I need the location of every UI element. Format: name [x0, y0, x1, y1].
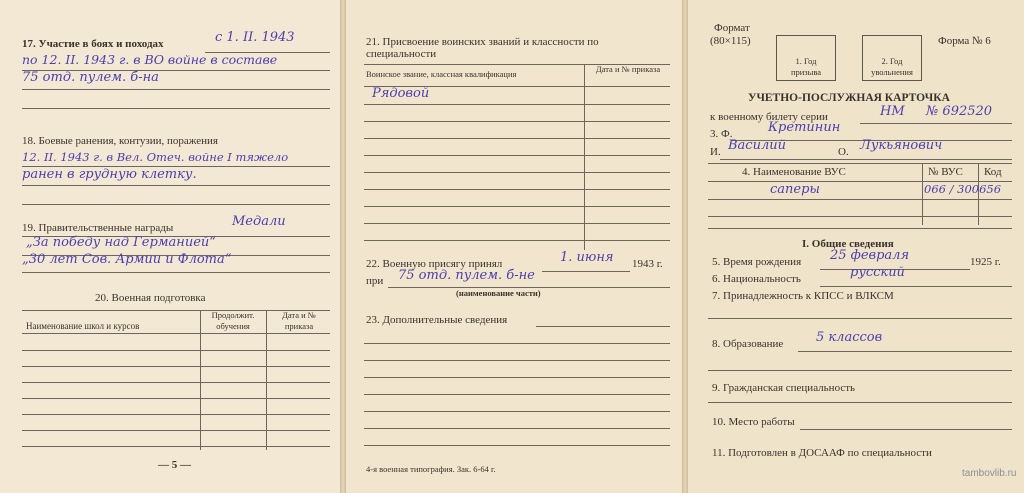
workplace-label: 10. Место работы — [712, 416, 795, 428]
civil-specialty-label: 9. Гражданская специальность — [712, 382, 856, 394]
section-19-handwriting: „За победу над Германией“ — [26, 235, 216, 250]
table-rule — [364, 240, 670, 241]
name-handwriting: Василий — [728, 138, 786, 153]
section-18-handwriting: 12. II. 1943 г. в Вел. Отеч. войне I тяжело — [22, 150, 289, 164]
rule — [708, 402, 1012, 403]
table-rule — [22, 366, 330, 367]
rule — [22, 89, 330, 90]
form-number: Форма № 6 — [938, 35, 991, 47]
box-label: 2. Год — [881, 56, 903, 66]
table-header: Дата и № приказа — [595, 64, 661, 74]
section-19-label: 19. Правительственные награды — [22, 222, 174, 234]
table-rule — [22, 446, 330, 447]
table-header: Наименование школ и курсов — [26, 321, 140, 331]
table-rule — [708, 216, 1012, 217]
rule — [820, 286, 1012, 287]
table-rule — [364, 206, 670, 207]
table-divider — [266, 310, 267, 450]
printer-imprint: 4-я военная типография. Зак. 6-64 г. — [366, 464, 496, 474]
name-label: И. — [710, 146, 721, 158]
series-label: к военному билету серии — [710, 111, 828, 123]
rule — [364, 428, 670, 429]
rule — [22, 108, 330, 109]
table-rule — [22, 414, 330, 415]
table-header: Продолжит. обучения — [211, 310, 255, 331]
rule — [708, 318, 1012, 319]
rule — [364, 411, 670, 412]
table-rule — [364, 121, 670, 122]
rule — [22, 204, 330, 205]
education-label: 8. Образование — [712, 338, 784, 350]
patronymic-handwriting: Лукьянович — [860, 138, 943, 153]
right-page — [690, 0, 1024, 493]
section-19-handwriting: Медали — [232, 214, 286, 229]
section-17-handwriting: по 12. II. 1943 г. в ВО войне в составе — [22, 52, 278, 67]
section-23-label: 23. Дополнительные сведения — [366, 314, 508, 326]
rule — [798, 351, 1012, 352]
section-22-date-handwriting: 1. июня — [560, 250, 614, 265]
rule — [364, 445, 670, 446]
section-22-label: 22. Военную присягу принял — [366, 258, 503, 270]
surname-handwriting: Кретинин — [768, 120, 841, 135]
vus-handwriting: саперы — [770, 182, 821, 197]
table-rule — [22, 430, 330, 431]
section-17-label: 17. Участие в боях и походах — [22, 38, 164, 50]
surname-label: 3. Ф. — [710, 128, 733, 140]
section-19-handwriting: „30 лет Сов. Армии и Флота“ — [22, 252, 232, 267]
section-17-handwriting: с 1. II. 1943 — [215, 30, 295, 45]
table-rule — [708, 163, 1012, 164]
rule — [364, 377, 670, 378]
card-title: УЧЕТНО-ПОСЛУЖНАЯ КАРТОЧКА — [748, 92, 950, 104]
series-handwriting: НМ — [880, 104, 905, 119]
table-header: Дата и № приказа — [282, 310, 316, 331]
table-rule — [364, 223, 670, 224]
birth-year: 1925 г. — [970, 256, 1001, 268]
vus-code-label: Код — [984, 166, 1002, 178]
section-22-year: 1943 г. — [632, 258, 663, 270]
rule — [542, 271, 630, 272]
table-rule — [708, 228, 1012, 229]
table-rule — [22, 333, 330, 334]
table-rule — [22, 350, 330, 351]
rule — [536, 326, 670, 327]
vus-label: 4. Наименование ВУС — [742, 166, 846, 178]
section-17-handwriting: 75 отд. пулем. б-на — [22, 70, 159, 85]
table-rule — [22, 382, 330, 383]
section-21-label: 21. Присвоение воинских званий и классности по специальности — [366, 36, 599, 60]
number-handwriting: № 692520 — [926, 104, 993, 119]
rule — [860, 123, 1012, 124]
table-rule — [364, 189, 670, 190]
section-18-handwriting: ранен в грудную клетку. — [22, 167, 197, 182]
box-label: 1. Год — [795, 56, 817, 66]
section-18-label: 18. Боевые ранения, контузии, поражения — [22, 135, 218, 147]
table-rule — [364, 172, 670, 173]
vus-number-label: № ВУС — [928, 166, 963, 178]
table-rule — [364, 104, 670, 105]
conscription-year-box — [776, 35, 836, 81]
section-21-handwriting: Рядовой — [372, 86, 430, 101]
table-divider — [200, 310, 201, 450]
table-header: Воинское звание, классная квалификация — [366, 69, 517, 79]
rule — [22, 185, 330, 186]
table-rule — [708, 199, 1012, 200]
page-fold — [682, 0, 688, 493]
section-22-label: при — [366, 275, 384, 287]
table-rule — [22, 398, 330, 399]
rule — [22, 272, 330, 273]
rule — [720, 159, 1012, 160]
rule — [800, 429, 1012, 430]
discharge-year-box — [862, 35, 922, 81]
dosaaf-label: 11. Подготовлен в ДОСААФ по специальности — [712, 447, 932, 459]
section-20-label: 20. Военная подготовка — [95, 292, 206, 304]
rule — [364, 343, 670, 344]
party-label: 7. Принадлежность к КПСС и ВЛКСМ — [712, 290, 894, 302]
birth-handwriting: 25 февраля — [830, 248, 910, 263]
rule — [364, 360, 670, 361]
box-label: увольнения — [871, 67, 913, 77]
table-rule — [364, 138, 670, 139]
section-22-caption: (наименование части) — [456, 288, 541, 298]
watermark: tambovlib.ru — [962, 468, 1017, 479]
nationality-handwriting: русский — [850, 265, 905, 280]
format-size: (80×115) — [710, 35, 751, 47]
box-label: призыва — [790, 67, 822, 77]
birth-label: 5. Время рождения — [712, 256, 802, 268]
education-handwriting: 5 классов — [816, 330, 883, 345]
format-label: Формат — [714, 22, 750, 34]
table-rule — [364, 155, 670, 156]
patronymic-label: О. — [838, 146, 849, 158]
vus-number-handwriting: 066 / 300656 — [924, 182, 1002, 196]
nationality-label: 6. Национальность — [712, 273, 801, 285]
rule — [708, 370, 1012, 371]
page-number: — 5 — — [158, 459, 191, 471]
section-1-heading: I. Общие сведения — [802, 238, 894, 250]
left-page — [0, 0, 340, 493]
rule — [364, 394, 670, 395]
section-22-unit-handwriting: 75 отд. пулем. б-не — [398, 268, 535, 283]
middle-page — [346, 0, 682, 493]
